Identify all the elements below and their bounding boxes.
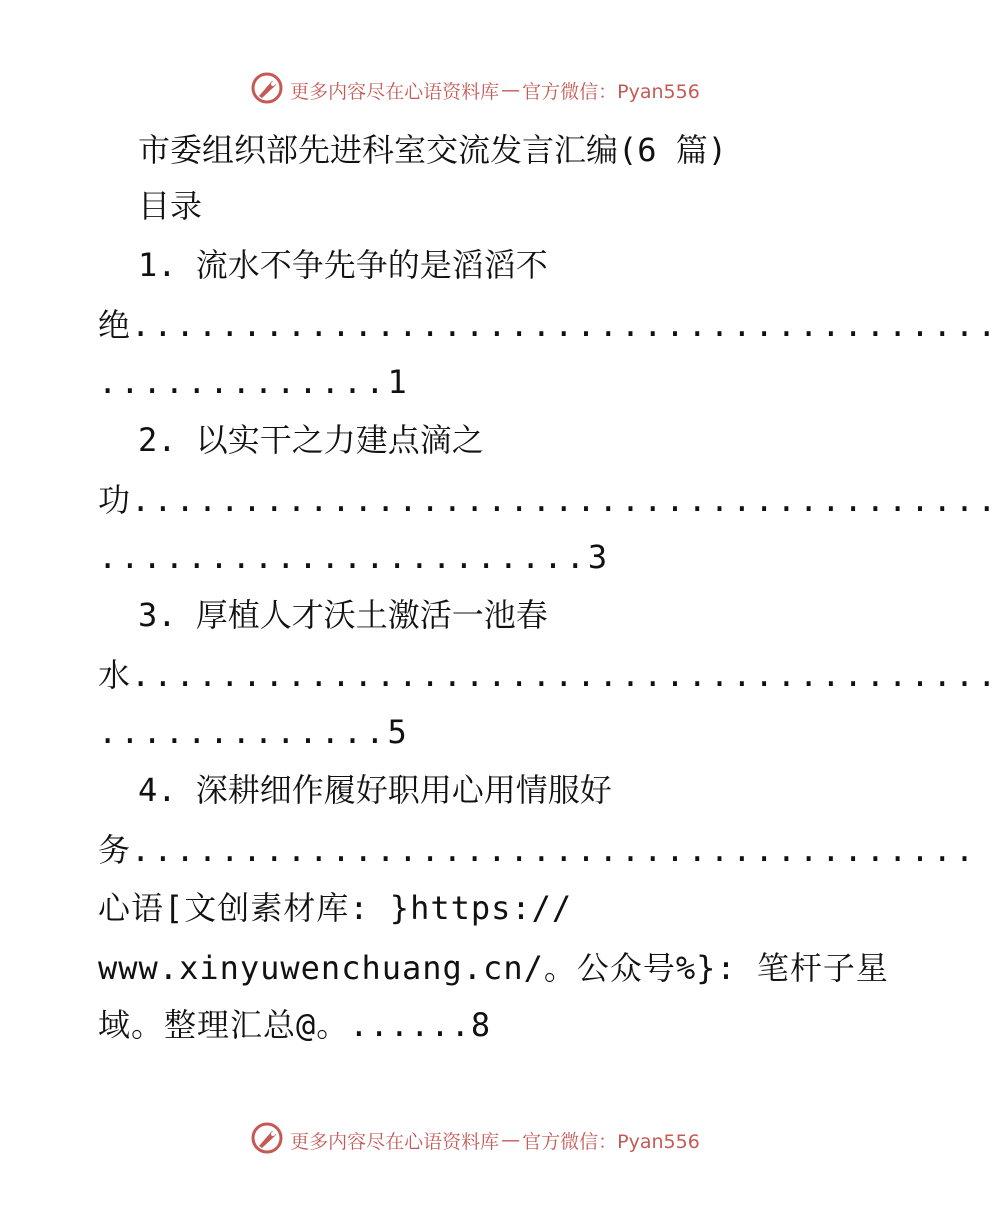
- dot-leader: ......................: [98, 538, 588, 576]
- toc-entry-1-page-line: [98, 362, 848, 402]
- toc-entry-1-title: [138, 245, 918, 285]
- banner-text: 更多内容尽在心语资料库: [290, 1130, 500, 1153]
- source-line-3: 域。整理汇总@。......8: [98, 1006, 492, 1044]
- source-line-1: 心语[文创素材库: }https://: [98, 889, 573, 927]
- toc-heading: 目录: [138, 187, 203, 225]
- footer-banner: [0, 1122, 950, 1158]
- dot-leader: .......................................: [131, 306, 999, 344]
- toc-entry-title-end: 务: [98, 831, 132, 869]
- toc-entry-title: 流水不争先争的是滔滔不: [195, 246, 548, 284]
- header-banner: [0, 72, 950, 108]
- toc-entry-1-leader: [98, 305, 999, 345]
- pen-nib-logo-icon: [250, 1121, 284, 1160]
- toc-entry-title: 厚植人才沃土激活一池春: [195, 596, 548, 634]
- pen-nib-logo-icon: [250, 71, 284, 110]
- dot-leader: ......................................: [131, 831, 978, 869]
- toc-entry-title-end: 水: [98, 656, 132, 694]
- source-line-2: www.xinyuwenchuang.cn/。公众号%}: 笔杆子星: [98, 949, 889, 987]
- toc-entry-number: 2.: [138, 421, 177, 459]
- banner-separator: —: [501, 1129, 521, 1151]
- toc-entry-4-leader: [98, 830, 978, 870]
- banner-wechat: 官方微信：Pyan556: [522, 80, 700, 103]
- toc-entry-4-title: [138, 770, 918, 810]
- document-title: 市委组织部先进科室交流发言汇编(6 篇): [138, 131, 728, 169]
- toc-entry-2-page-line: [98, 537, 848, 577]
- toc-entry-page: 5: [387, 713, 408, 751]
- toc-entry-number: 4.: [138, 771, 177, 809]
- dot-leader: .......................................: [131, 481, 999, 519]
- toc-entry-number: 1.: [138, 246, 177, 284]
- dot-leader: .......................................: [131, 656, 999, 694]
- toc-entry-page: 3: [587, 538, 609, 576]
- toc-entry-title-end: 功: [98, 481, 132, 519]
- banner-wechat: 官方微信：Pyan556: [522, 1130, 700, 1153]
- toc-entry-number: 3.: [138, 596, 177, 634]
- toc-entry-2-title: [138, 420, 918, 460]
- toc-entry-3-leader: [98, 655, 999, 695]
- toc-entry-page: 1: [387, 363, 408, 401]
- toc-entry-title-end: 绝: [98, 306, 132, 344]
- dot-leader: .............: [98, 363, 388, 401]
- toc-entry-3-page-line: [98, 712, 848, 752]
- dot-leader: .............: [98, 713, 388, 751]
- toc-entry-3-title: [138, 595, 918, 635]
- toc-entry-title: 深耕细作履好职用心用情服好: [195, 771, 612, 809]
- banner-text: 更多内容尽在心语资料库: [290, 80, 500, 103]
- toc-entry-2-leader: [98, 480, 999, 520]
- banner-separator: —: [501, 79, 521, 101]
- toc-entry-title: 以实干之力建点滴之: [195, 421, 484, 459]
